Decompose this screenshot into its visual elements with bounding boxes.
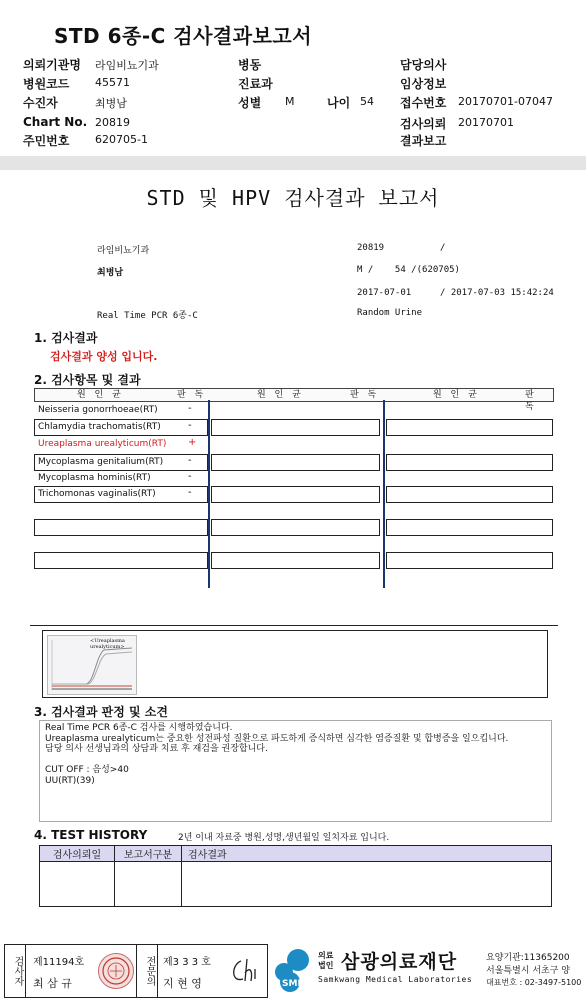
section4-heading: 4. TEST HISTORY <box>34 828 148 842</box>
signature-box <box>4 944 268 998</box>
separator-band <box>0 156 586 170</box>
value-requesting-institution: 라임비뇨기과 <box>95 59 159 72</box>
value-hospital-code: 45571 <box>95 76 130 89</box>
pathogen-result-positive: + <box>188 437 197 448</box>
interpretation-line: UU(RT)(39) <box>45 775 95 786</box>
value-resident-no: 620705-1 <box>95 133 148 146</box>
graph-legend <box>90 638 125 650</box>
value-patient: 최병남 <box>95 97 127 110</box>
pathogen-name: Chlamydia trachomatis(RT) <box>38 422 161 432</box>
org-info-3: 대표번호 : 02-3497-5100 <box>486 978 582 987</box>
inspector-number: 제11194호 <box>33 957 85 968</box>
empty-row-box <box>211 454 380 471</box>
sml-logo-text: SML <box>282 979 304 989</box>
pcr-graph-panel <box>42 630 548 698</box>
history-row <box>40 862 552 907</box>
report-subtitle: STD 및 HPV 검사결과 보고서 <box>146 186 440 210</box>
label-patient: 수진자 <box>23 96 58 110</box>
signature-mark <box>227 955 263 987</box>
value-age: 54 <box>360 95 374 108</box>
label-hospital-code: 병원코드 <box>23 77 70 91</box>
label-resident-no: 주민번호 <box>23 134 70 148</box>
history-note: 2년 이내 자료중 병원,성명,생년월일 일치자료 입니다. <box>178 833 390 843</box>
pathogen-name: Mycoplasma hominis(RT) <box>38 473 151 483</box>
pathogen-result: - <box>188 487 192 498</box>
section3-heading: 3. 검사결과 판정 및 소견 <box>34 705 168 719</box>
org-info-1: 요양기관:11365200 <box>486 953 570 963</box>
specialist-name: 지 현 영 <box>163 977 202 990</box>
empty-row-box <box>211 552 380 569</box>
label-ward: 병동 <box>238 58 262 72</box>
interpretation-line: Real Time PCR 6종-C 검사를 시행하였습니다. <box>45 723 233 733</box>
report-date-reported: / 2017-07-03 15:42:24 <box>440 288 554 298</box>
empty-row-box <box>386 454 553 471</box>
label-doctor: 담당의사 <box>400 58 447 72</box>
interpretation-line <box>45 755 546 766</box>
report-specimen: Random Urine <box>357 308 423 318</box>
graph-legend-line2: urealyticum> <box>90 644 125 650</box>
empty-row-box <box>386 519 553 536</box>
label-sex: 성별 <box>238 96 262 110</box>
pathogen-name: Mycoplasma genitalium(RT) <box>38 457 164 467</box>
value-test-request: 20170701 <box>458 116 514 129</box>
history-col-result: 검사결과 <box>182 846 552 862</box>
pathogen-name-positive: Ureaplasma urealyticum(RT) <box>38 439 167 449</box>
specialist-number: 제3 3 3 호 <box>163 957 211 968</box>
inspector-seal <box>98 953 134 989</box>
label-result-report: 결과보고 <box>400 134 447 148</box>
empty-row-box <box>386 419 553 436</box>
empty-row-box <box>386 486 553 503</box>
org-info-2: 서울특별시 서초구 양 <box>486 966 570 976</box>
column-divider <box>383 400 385 588</box>
pathogen-name: Trichomonas vaginalis(RT) <box>38 489 156 499</box>
value-sex: M <box>285 95 295 108</box>
section2-heading: 2. 검사항목 및 결과 <box>34 373 141 387</box>
report-sex-age: M / 54 /(620705) <box>357 265 460 275</box>
inspector-name: 최 삼 규 <box>33 977 72 990</box>
seal-icon <box>99 954 133 988</box>
org-name: 삼광의료재단 <box>341 951 458 973</box>
label-receipt-no: 접수번호 <box>400 96 447 110</box>
report-date-received: 2017-07-01 <box>357 288 412 298</box>
pathogen-result: - <box>188 403 192 414</box>
report-slash: / <box>440 243 446 253</box>
column-divider <box>208 400 210 588</box>
label-age: 나이 <box>327 96 351 110</box>
sml-logo <box>272 946 316 992</box>
label-department: 진료과 <box>238 77 273 91</box>
divider-line <box>30 625 558 626</box>
col-judgement-2: 판 독 <box>350 390 380 400</box>
corp-label-line1: 의료 <box>318 951 334 960</box>
inspector-label: 검사자 <box>5 945 26 997</box>
pathogen-result: - <box>188 455 192 466</box>
col-pathogen-2: 원 인 균 <box>257 390 304 400</box>
history-col-report-type: 보고서구분 <box>115 846 182 862</box>
empty-row-box <box>34 552 208 569</box>
empty-row-box <box>211 486 380 503</box>
interpretation-line: Ureaplasma urealyticum는 중요한 성전파성 질환으로 파도하게 증식하면 심각한 염증질환 및 합병증을 일으킵니다. <box>45 733 509 744</box>
history-table <box>39 845 552 907</box>
specialist-label: 전문의 <box>136 945 158 997</box>
interpretation-line: CUT OFF : 음성>40 <box>45 765 129 775</box>
value-receipt-no: 20170701-07047 <box>458 95 553 108</box>
report-hospital: 라임비뇨기과 <box>97 246 150 256</box>
interpretation-line: 담당 의사 선생님과의 상담과 치료 후 재검을 권장합니다. <box>45 744 268 754</box>
empty-row-box <box>34 519 208 536</box>
pathogen-result: - <box>188 420 192 431</box>
pathogen-result: - <box>188 471 192 482</box>
corp-label-line2: 법인 <box>318 961 334 970</box>
label-clinical-info: 임상정보 <box>400 77 447 91</box>
label-chart-no: Chart No. <box>23 115 88 129</box>
label-requesting-institution: 의뢰기관명 <box>23 58 81 72</box>
graph-legend-line1: <Ureaplasma <box>90 638 125 644</box>
org-english-name: Samkwang Medical Laboratories <box>318 975 473 984</box>
col-pathogen-3: 원 인 균 <box>433 390 480 400</box>
empty-row-box <box>386 552 553 569</box>
section1-result: 검사결과 양성 입니다. <box>50 350 158 363</box>
sml-logo-icon <box>272 946 316 992</box>
value-chart-no: 20819 <box>95 116 130 129</box>
col-pathogen-1: 원 인 균 <box>77 390 124 400</box>
pathogen-name: Neisseria gonorrhoeae(RT) <box>38 405 158 415</box>
corp-label <box>318 951 333 971</box>
label-test-request: 검사의뢰 <box>400 117 447 131</box>
col-judgement-1: 판 독 <box>177 390 207 400</box>
empty-row-box <box>211 519 380 536</box>
interpretation-box <box>39 720 552 822</box>
pcr-amplification-graph <box>47 635 137 695</box>
report-patient: 최병남 <box>97 268 124 278</box>
col-judgement-3: 판 독 <box>525 390 537 412</box>
empty-row-box <box>211 419 380 436</box>
report-title: STD 6종-C 검사결과보고서 <box>54 24 313 48</box>
report-chart-no: 20819 <box>357 243 385 253</box>
history-col-request-date: 검사의뢰일 <box>40 846 115 862</box>
report-test-name: Real Time PCR 6종-C <box>97 311 198 321</box>
section1-heading: 1. 검사결과 <box>34 331 98 345</box>
